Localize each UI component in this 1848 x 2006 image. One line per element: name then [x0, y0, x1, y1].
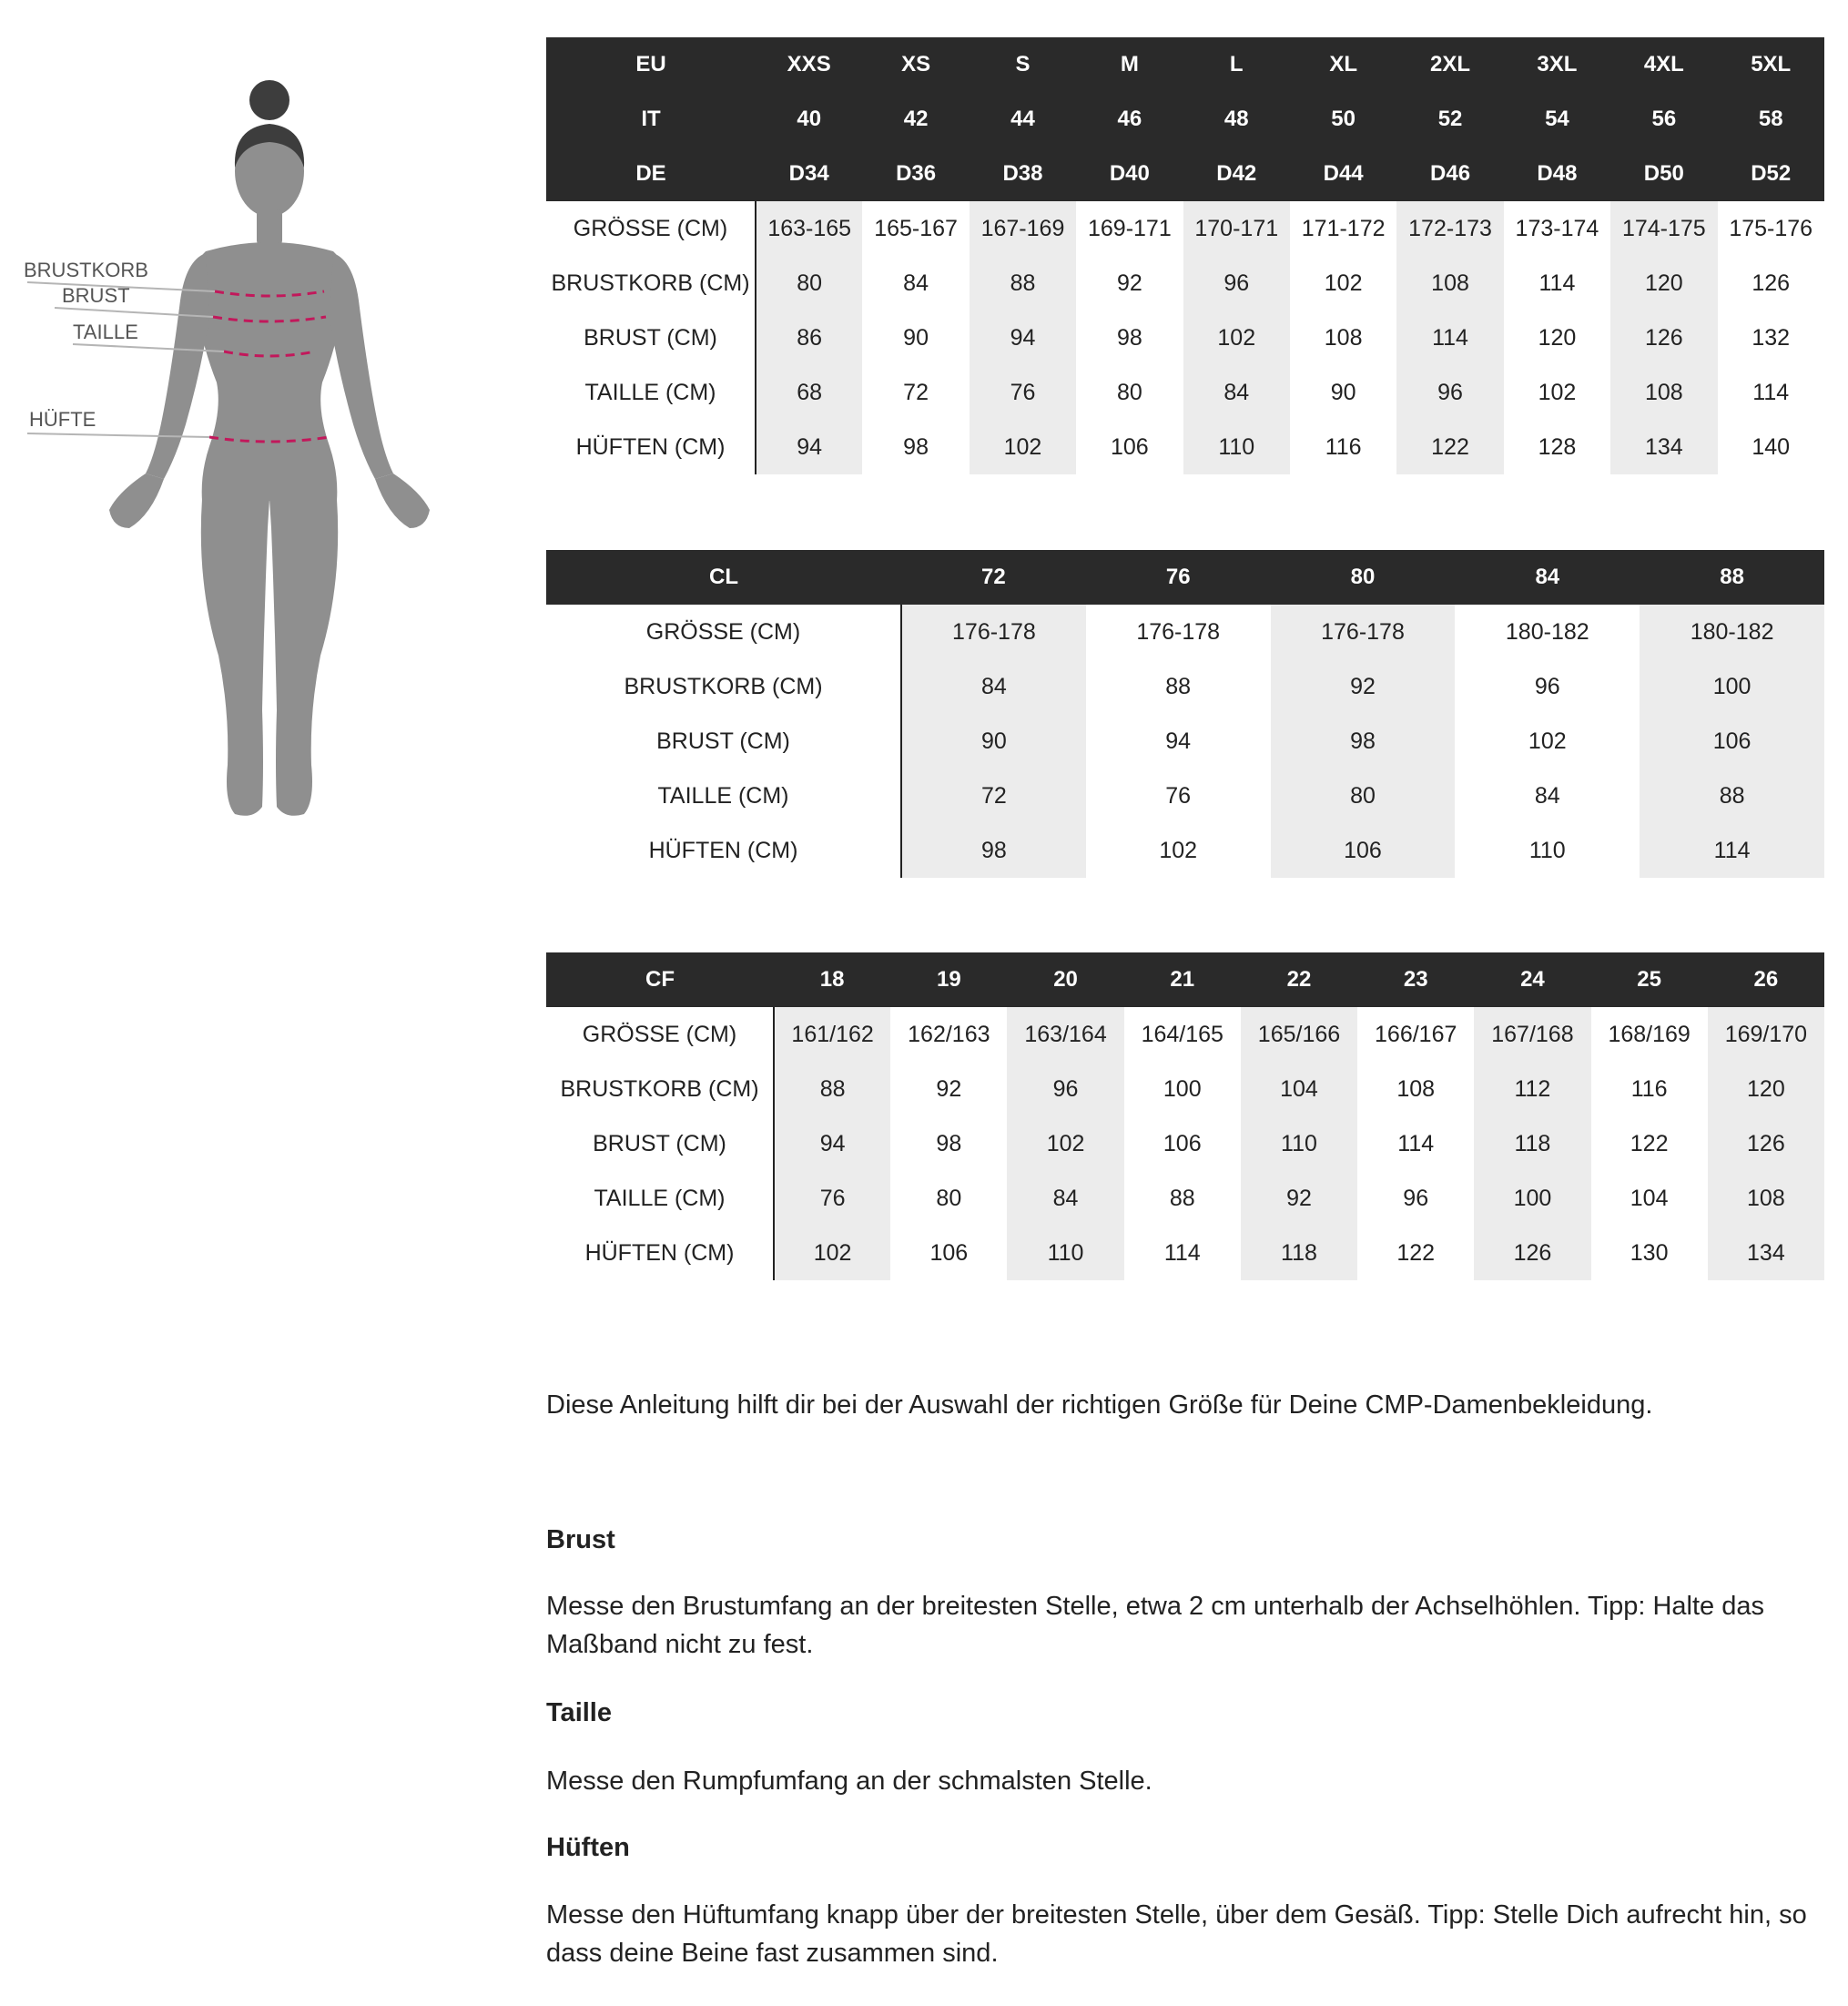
measurement-value: 108: [1396, 256, 1503, 311]
section-text: Messe den Brustumfang an der breitesten Stelle, etwa 2 cm unterhalb der Achselhöhlen. Tipp: Halte das Maßband nicht zu fest.: [546, 1592, 1764, 1659]
measurement-value: 163/164: [1007, 1007, 1123, 1062]
measurement-label: HÜFTEN (CM): [546, 823, 901, 878]
section-hueften-text: [546, 1896, 1824, 1972]
measurement-value: 88: [1640, 769, 1824, 823]
size-header-cell: 84: [1455, 550, 1640, 605]
measurement-value: 110: [1241, 1116, 1357, 1171]
measurement-value: 162/163: [890, 1007, 1007, 1062]
measurement-label: BRUST (CM): [546, 311, 756, 365]
measurement-value: 102: [1290, 256, 1396, 311]
size-header-cell: 76: [1086, 550, 1271, 605]
header-row: [546, 37, 1824, 92]
measurement-value: 104: [1591, 1171, 1708, 1226]
size-header-cell: 58: [1718, 92, 1824, 147]
size-table-cl: [546, 550, 1824, 878]
measurement-value: 76: [970, 365, 1076, 420]
measurement-value: 134: [1708, 1226, 1824, 1280]
size-header-cell: 44: [970, 92, 1076, 147]
measurement-row: [546, 1226, 1824, 1280]
measurement-value: 88: [774, 1062, 890, 1116]
measurement-row: [546, 605, 1824, 659]
section-hueften-heading: [546, 1828, 1824, 1867]
section-title: Taille: [546, 1698, 612, 1727]
measurement-value: 80: [1271, 769, 1456, 823]
size-table-cf: [546, 952, 1824, 1280]
measurement-value: 98: [890, 1116, 1007, 1171]
section-taille-text: [546, 1762, 1824, 1800]
measurement-value: 126: [1610, 311, 1717, 365]
measurement-value: 171-172: [1290, 201, 1396, 256]
measurement-row: [546, 659, 1824, 714]
size-header-cell: L: [1183, 37, 1290, 92]
size-header-cell: 19: [890, 952, 1007, 1007]
measurement-label: BRUSTKORB (CM): [546, 1062, 774, 1116]
size-header-cell: 3XL: [1504, 37, 1610, 92]
measurement-value: 76: [774, 1171, 890, 1226]
section-title: Hüften: [546, 1833, 630, 1862]
measurement-value: 118: [1241, 1226, 1357, 1280]
size-header-cell: D38: [970, 147, 1076, 201]
measurement-value: 80: [756, 256, 862, 311]
measurement-label: BRUSTKORB (CM): [546, 659, 901, 714]
measurement-label: GRÖSSE (CM): [546, 1007, 774, 1062]
measurement-value: 84: [1007, 1171, 1123, 1226]
size-header-cell: D42: [1183, 147, 1290, 201]
header-row: [546, 147, 1824, 201]
body-measurement-figure: [18, 73, 437, 838]
measurement-label: BRUST (CM): [546, 1116, 774, 1171]
measurement-value: 176-178: [1271, 605, 1456, 659]
section-title: Brust: [546, 1525, 615, 1554]
measurement-row: [546, 714, 1824, 769]
size-system-label: DE: [546, 147, 756, 201]
measurement-value: 102: [1455, 714, 1640, 769]
measurement-value: 96: [1007, 1062, 1123, 1116]
measurement-value: 132: [1718, 311, 1824, 365]
measurement-label: TAILLE (CM): [546, 365, 756, 420]
section-brust-heading: [546, 1521, 1824, 1559]
measurement-value: 88: [1086, 659, 1271, 714]
size-header-cell: D40: [1076, 147, 1183, 201]
measurement-value: 92: [1271, 659, 1456, 714]
measurement-value: 68: [756, 365, 862, 420]
measurement-value: 130: [1591, 1226, 1708, 1280]
measurement-value: 100: [1124, 1062, 1241, 1116]
measurement-value: 90: [862, 311, 969, 365]
measurement-row: [546, 201, 1824, 256]
size-header-cell: 22: [1241, 952, 1357, 1007]
measurement-value: 94: [756, 420, 862, 474]
guide-intro: [546, 1386, 1824, 1424]
size-header-cell: 25: [1591, 952, 1708, 1007]
measurement-value: 175-176: [1718, 201, 1824, 256]
measurement-value: 176-178: [901, 605, 1086, 659]
measurement-value: 98: [1271, 714, 1456, 769]
label-brustkorb: BRUSTKORB: [24, 259, 148, 281]
measurement-value: 88: [1124, 1171, 1241, 1226]
measurement-value: 114: [1640, 823, 1824, 878]
measurement-value: 116: [1591, 1062, 1708, 1116]
measurement-value: 167/168: [1474, 1007, 1590, 1062]
size-system-label: CF: [546, 952, 774, 1007]
measurement-value: 102: [1183, 311, 1290, 365]
header-row: [546, 952, 1824, 1007]
measurement-value: 72: [901, 769, 1086, 823]
label-brust: BRUST: [62, 284, 130, 307]
size-header-cell: D50: [1610, 147, 1717, 201]
measurement-value: 106: [1124, 1116, 1241, 1171]
size-header-cell: D46: [1396, 147, 1503, 201]
measurement-value: 76: [1086, 769, 1271, 823]
size-header-cell: M: [1076, 37, 1183, 92]
measurement-value: 108: [1610, 365, 1717, 420]
measurement-value: 120: [1708, 1062, 1824, 1116]
size-header-cell: 52: [1396, 92, 1503, 147]
size-header-cell: 5XL: [1718, 37, 1824, 92]
measurement-value: 84: [1183, 365, 1290, 420]
measurement-label: GRÖSSE (CM): [546, 605, 901, 659]
measurement-value: 92: [1076, 256, 1183, 311]
measurement-row: [546, 1062, 1824, 1116]
measurement-value: 173-174: [1504, 201, 1610, 256]
size-header-cell: 24: [1474, 952, 1590, 1007]
measurement-value: 108: [1290, 311, 1396, 365]
size-header-cell: 48: [1183, 92, 1290, 147]
measurement-value: 172-173: [1396, 201, 1503, 256]
size-system-label: CL: [546, 550, 901, 605]
measurement-value: 120: [1504, 311, 1610, 365]
measurement-value: 122: [1591, 1116, 1708, 1171]
measurement-value: 96: [1357, 1171, 1474, 1226]
measurement-row: [546, 823, 1824, 878]
size-header-cell: 23: [1357, 952, 1474, 1007]
measurement-value: 96: [1183, 256, 1290, 311]
measurement-value: 88: [970, 256, 1076, 311]
measurement-value: 110: [1007, 1226, 1123, 1280]
measurement-value: 94: [970, 311, 1076, 365]
measurement-row: [546, 1007, 1824, 1062]
measurement-value: 140: [1718, 420, 1824, 474]
label-taille: TAILLE: [73, 321, 138, 343]
measurement-value: 112: [1474, 1062, 1590, 1116]
measurement-value: 106: [1640, 714, 1824, 769]
measurement-value: 114: [1357, 1116, 1474, 1171]
measurement-value: 180-182: [1640, 605, 1824, 659]
measurement-value: 114: [1718, 365, 1824, 420]
section-brust-text: [546, 1587, 1824, 1664]
size-header-cell: 4XL: [1610, 37, 1717, 92]
measurement-value: 80: [1076, 365, 1183, 420]
size-header-cell: 54: [1504, 92, 1610, 147]
measurement-row: [546, 256, 1824, 311]
size-header-cell: 18: [774, 952, 890, 1007]
size-header-cell: 56: [1610, 92, 1717, 147]
size-header-cell: D52: [1718, 147, 1824, 201]
size-header-cell: XXS: [756, 37, 862, 92]
measurement-value: 80: [890, 1171, 1007, 1226]
measurement-value: 165/166: [1241, 1007, 1357, 1062]
measurement-value: 180-182: [1455, 605, 1640, 659]
size-header-cell: 26: [1708, 952, 1824, 1007]
measurement-label: BRUST (CM): [546, 714, 901, 769]
section-text: Messe den Rumpfumfang an der schmalsten Stelle.: [546, 1767, 1152, 1796]
measurement-value: 96: [1396, 365, 1503, 420]
measurement-value: 163-165: [756, 201, 862, 256]
size-header-cell: 20: [1007, 952, 1123, 1007]
measurement-value: 166/167: [1357, 1007, 1474, 1062]
measurement-value: 98: [1076, 311, 1183, 365]
measurement-value: 110: [1455, 823, 1640, 878]
measurement-value: 96: [1455, 659, 1640, 714]
measurement-value: 90: [1290, 365, 1396, 420]
measurement-value: 92: [1241, 1171, 1357, 1226]
section-taille-heading: [546, 1694, 1824, 1732]
size-header-cell: XL: [1290, 37, 1396, 92]
size-header-cell: 50: [1290, 92, 1396, 147]
measurement-label: TAILLE (CM): [546, 1171, 774, 1226]
measurement-value: 86: [756, 311, 862, 365]
measurement-value: 122: [1357, 1226, 1474, 1280]
measurement-value: 126: [1708, 1116, 1824, 1171]
measurement-value: 161/162: [774, 1007, 890, 1062]
measurement-value: 106: [1271, 823, 1456, 878]
measurement-value: 134: [1610, 420, 1717, 474]
measurement-value: 118: [1474, 1116, 1590, 1171]
measurement-value: 102: [774, 1226, 890, 1280]
measurement-value: 106: [1076, 420, 1183, 474]
measurement-value: 98: [862, 420, 969, 474]
measurement-value: 84: [901, 659, 1086, 714]
size-header-cell: 46: [1076, 92, 1183, 147]
size-header-cell: D44: [1290, 147, 1396, 201]
measurement-value: 102: [1007, 1116, 1123, 1171]
size-header-cell: XS: [862, 37, 969, 92]
measurement-value: 72: [862, 365, 969, 420]
size-header-cell: D34: [756, 147, 862, 201]
measurement-value: 120: [1610, 256, 1717, 311]
measurement-row: [546, 769, 1824, 823]
measurement-row: [546, 365, 1824, 420]
woman-silhouette-icon: [18, 73, 437, 838]
measurement-row: [546, 311, 1824, 365]
measurement-value: 168/169: [1591, 1007, 1708, 1062]
measurement-value: 169-171: [1076, 201, 1183, 256]
measurement-label: BRUSTKORB (CM): [546, 256, 756, 311]
measurement-value: 114: [1124, 1226, 1241, 1280]
size-header-cell: 88: [1640, 550, 1824, 605]
measurement-value: 94: [1086, 714, 1271, 769]
measurement-value: 84: [862, 256, 969, 311]
measurement-value: 104: [1241, 1062, 1357, 1116]
measurement-value: 102: [1504, 365, 1610, 420]
measurement-value: 126: [1474, 1226, 1590, 1280]
size-header-cell: 72: [901, 550, 1086, 605]
measurement-value: 126: [1718, 256, 1824, 311]
size-system-label: IT: [546, 92, 756, 147]
section-text: Messe den Hüftumfang knapp über der breitesten Stelle, über dem Gesäß. Tipp: Stelle Dich aufrecht hin, so dass deine Beine fast zusammen sind.: [546, 1900, 1807, 1968]
measurement-value: 108: [1708, 1171, 1824, 1226]
intro-text: Diese Anleitung hilft dir bei der Auswahl der richtigen Größe für Deine CMP-Damenbekleidung.: [546, 1390, 1653, 1420]
measurement-value: 94: [774, 1116, 890, 1171]
size-header-cell: 21: [1124, 952, 1241, 1007]
measurement-value: 165-167: [862, 201, 969, 256]
measurement-value: 174-175: [1610, 201, 1717, 256]
measurement-value: 106: [890, 1226, 1007, 1280]
measurement-value: 116: [1290, 420, 1396, 474]
measurement-row: [546, 420, 1824, 474]
measurement-value: 100: [1640, 659, 1824, 714]
size-system-label: EU: [546, 37, 756, 92]
measurement-label: HÜFTEN (CM): [546, 420, 756, 474]
measurement-value: 84: [1455, 769, 1640, 823]
measurement-value: 167-169: [970, 201, 1076, 256]
measurement-value: 90: [901, 714, 1086, 769]
size-header-cell: D48: [1504, 147, 1610, 201]
measurement-row: [546, 1116, 1824, 1171]
measurement-value: 92: [890, 1062, 1007, 1116]
header-row: [546, 550, 1824, 605]
measurement-value: 110: [1183, 420, 1290, 474]
size-header-cell: D36: [862, 147, 969, 201]
header-row: [546, 92, 1824, 147]
size-header-cell: S: [970, 37, 1076, 92]
size-table-eu: [546, 37, 1825, 474]
measurement-value: 176-178: [1086, 605, 1271, 659]
measurement-value: 122: [1396, 420, 1503, 474]
measurement-value: 102: [1086, 823, 1271, 878]
measurement-label: HÜFTEN (CM): [546, 1226, 774, 1280]
measurement-value: 170-171: [1183, 201, 1290, 256]
size-header-cell: 40: [756, 92, 862, 147]
measurement-value: 128: [1504, 420, 1610, 474]
measurement-value: 108: [1357, 1062, 1474, 1116]
measurement-value: 164/165: [1124, 1007, 1241, 1062]
label-huefte: HÜFTE: [29, 408, 96, 431]
measurement-value: 114: [1396, 311, 1503, 365]
measurement-value: 98: [901, 823, 1086, 878]
measurement-label: GRÖSSE (CM): [546, 201, 756, 256]
measurement-row: [546, 1171, 1824, 1226]
measurement-value: 169/170: [1708, 1007, 1824, 1062]
measurement-value: 114: [1504, 256, 1610, 311]
measurement-label: TAILLE (CM): [546, 769, 901, 823]
size-header-cell: 80: [1271, 550, 1456, 605]
size-header-cell: 42: [862, 92, 969, 147]
measurement-value: 100: [1474, 1171, 1590, 1226]
size-header-cell: 2XL: [1396, 37, 1503, 92]
measurement-value: 102: [970, 420, 1076, 474]
